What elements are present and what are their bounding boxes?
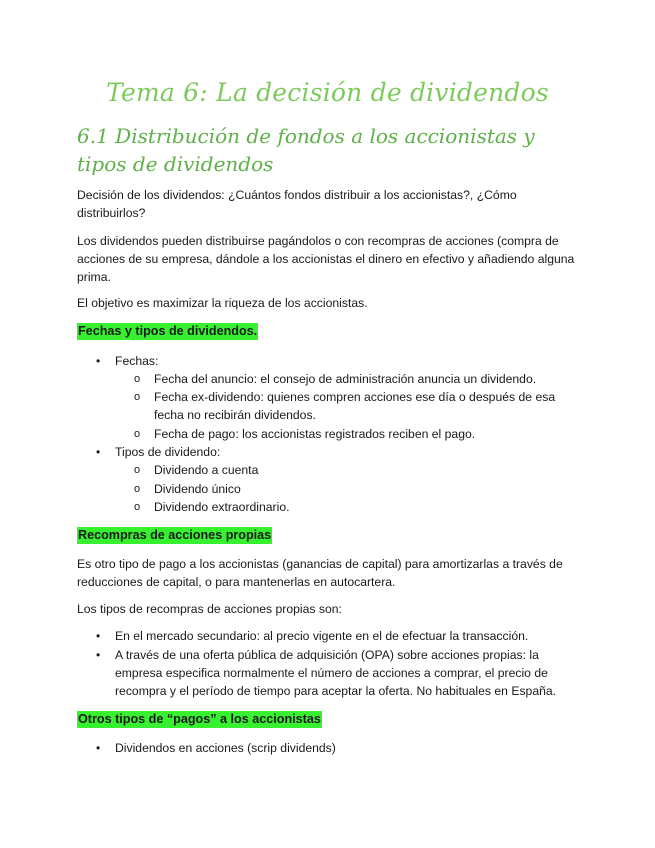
sub-item-dividendo-cuenta: [134, 461, 564, 479]
sub-item-fecha-ex-dividendo: [134, 388, 564, 424]
bullet-marker: •: [96, 648, 101, 662]
bullet-mercado-secundario: [96, 627, 566, 645]
sub-marker: o: [134, 483, 141, 495]
bullet-scrip-dividends: [96, 739, 566, 757]
paragraph-objetivo: El objetivo es maximizar la riqueza de los accionistas.: [77, 296, 368, 310]
bullet-marker: •: [96, 629, 101, 643]
bullet-marker: •: [96, 445, 101, 459]
paragraph-recompras: Es otro tipo de pago a los accionistas (ganancias de capital) para amortizarlas a través de reducciones de capital, o para mantenerlas en autocartera.: [77, 557, 563, 589]
bullet-text: A través de una oferta pública de adquisición (OPA) sobre acciones propias: la empresa especifica normalmente el número de acciones a comprar, el precio de recompra y el período de tiempo para aceptar la oferta. No habituales en España.: [115, 648, 557, 698]
bullet-fechas: [96, 352, 566, 370]
bullet-opa: [96, 646, 566, 700]
paragraph-decision: Decisión de los dividendos: ¿Cuántos fondos distribuir a los accionistas?, ¿Cómo distribuirlos?: [77, 188, 517, 220]
bullet-marker: •: [96, 354, 101, 368]
paragraph-tipos-recompras: Los tipos de recompras de acciones propias son:: [77, 602, 342, 616]
sub-marker: o: [134, 373, 141, 385]
sub-item-text: Dividendo único: [154, 482, 241, 496]
section-heading: 6.1 Distribución de fondos a los accionistas y tipos de dividendos: [77, 124, 535, 176]
sub-item-text: Fecha de pago: los accionistas registrados reciben el pago.: [154, 427, 476, 441]
sub-item-text: Fecha del anuncio: el consejo de administración anuncia un dividendo.: [154, 372, 537, 386]
sub-item-text: Dividendo a cuenta: [154, 463, 259, 477]
sub-marker: o: [134, 428, 141, 440]
sub-item-fecha-anuncio: [134, 370, 564, 388]
bullet-text: Dividendos en acciones (scrip dividends): [115, 741, 336, 755]
highlight-heading-fechas: Fechas y tipos de dividendos.: [78, 324, 258, 338]
bullet-label: Fechas:: [115, 354, 159, 368]
paragraph-dividendos: Los dividendos pueden distribuirse pagándolos o con recompras de acciones (compra de acciones de su empresa, dándole a los accionistas el dinero en efectivo y añadiendo alguna prima.: [77, 234, 575, 284]
sub-item-fecha-pago: [134, 425, 564, 443]
highlight-heading-recompras: Recompras de acciones propias: [78, 528, 272, 542]
sub-item-dividendo-extraordinario: [134, 498, 564, 516]
sub-item-text: Dividendo extraordinario.: [154, 500, 290, 514]
bullet-label: Tipos de dividendo:: [115, 445, 221, 459]
sub-marker: o: [134, 464, 141, 476]
document-title: Tema 6: La decisión de dividendos: [106, 78, 549, 107]
bullet-text: En el mercado secundario: al precio vigente en el de efectuar la transacción.: [115, 629, 529, 643]
sub-item-text: Fecha ex-dividendo: quienes compren acciones ese día o después de esa fecha no recibirán dividendos.: [154, 390, 556, 422]
sub-item-dividendo-unico: [134, 480, 564, 498]
sub-marker: o: [134, 501, 141, 513]
bullet-marker: •: [96, 741, 101, 755]
bullet-tipos-dividendo: [96, 443, 566, 461]
sub-marker: o: [134, 391, 141, 403]
highlight-heading-otros: Otros tipos de “pagos” a los accionistas: [78, 712, 321, 726]
